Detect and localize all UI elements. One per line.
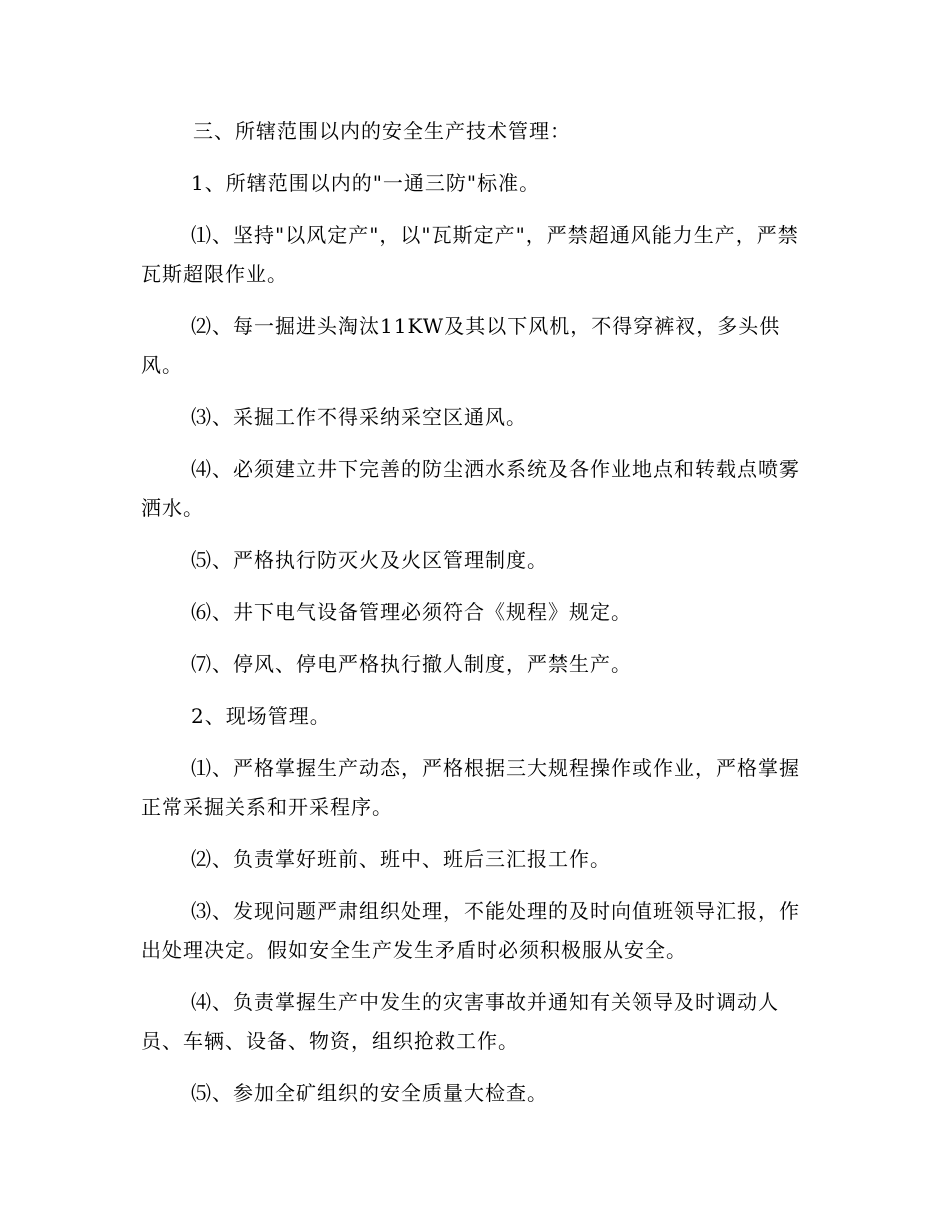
list-item: ⑵、每一掘进头淘汰11KW及其以下风机，不得穿裤衩，多头供风。 (141, 314, 781, 377)
list-item: ⑶、发现问题严肃组织处理，不能处理的及时向值班领导汇报，作出处理决定。假如安全生产发生矛盾时必须积极服从安全。 (141, 899, 800, 962)
list-item: ⑸、参加全矿组织的安全质量大检查。 (191, 1081, 548, 1105)
list-item: ⑸、严格执行防灭火及火区管理制度。 (191, 548, 548, 572)
document-body (141, 112, 809, 1126)
list-item: ⑷、负责掌握生产中发生的灾害事故并通知有关领导及时调动人员、车辆、设备、物资，组织抢救工作。 (141, 990, 779, 1053)
list-item: ⑵、负责掌好班前、班中、班后三汇报工作。 (191, 847, 611, 871)
section-heading: 三、所辖范围以内的安全生产技术管理： (193, 119, 571, 143)
list-item: ⑶、采掘工作不得采纳采空区通风。 (191, 405, 527, 429)
list-item: ⑹、井下电气设备管理必须符合《规程》规定。 (191, 600, 632, 624)
list-item: ⑷、必须建立井下完善的防尘洒水系统及各作业地点和转载点喷雾洒水。 (141, 457, 800, 520)
list-item: ⑴、坚持"以风定产"，以"瓦斯定产"，严禁超通风能力生产，严禁瓦斯超限作业。 (141, 223, 799, 286)
subsection-heading: 2、现场管理。 (191, 704, 331, 728)
list-item: ⑴、严格掌握生产动态，严格根据三大规程操作或作业，严格掌握正常采掘关系和开采程序。 (141, 756, 800, 819)
subsection-heading: 1、所辖范围以内的"一通三防"标准。 (191, 171, 541, 195)
list-item: ⑺、停风、停电严格执行撤人制度，严禁生产。 (191, 652, 632, 676)
